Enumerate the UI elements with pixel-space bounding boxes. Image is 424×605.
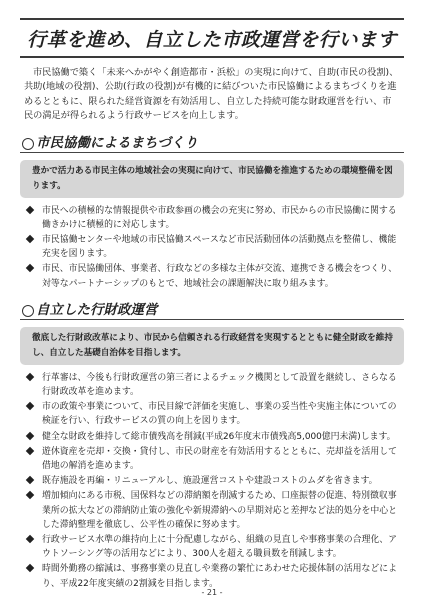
circle-icon xyxy=(22,305,34,317)
page-number: - 21 - xyxy=(201,588,223,597)
section-heading-independent-administration xyxy=(20,301,404,320)
section-title: 自立した行財政運営 xyxy=(36,301,158,318)
list-item xyxy=(26,474,402,488)
diamond-bullet-icon xyxy=(26,235,34,243)
list-item-text: 健全な財政を維持して総市債残高を削減(平成26年度末市債残高5,000億円未満)します。 xyxy=(42,431,396,442)
section-title: 市民協働によるまちづくり xyxy=(36,134,198,151)
list-item-text: 市民協働センターや地域の市民協働スペースなど市民活動団体の活動拠点を整備し、機能充実を図ります。 xyxy=(42,235,397,260)
list-item xyxy=(26,562,402,590)
circle-icon xyxy=(22,138,34,150)
list-item xyxy=(26,445,402,473)
list-item xyxy=(26,204,402,232)
page-title: 行革を進め、自立した市政運営を行います xyxy=(27,28,397,51)
list-item xyxy=(26,430,402,444)
title-banner xyxy=(20,18,404,58)
diamond-bullet-icon xyxy=(26,264,34,272)
diamond-bullet-icon xyxy=(26,535,34,543)
section-summary-box: 豊かで活力ある市民主体の地域社会の実現に向けて、市民協働を推進するための環境整備を図ります。 xyxy=(20,160,404,198)
list-item-text: 市民への積極的な情報提供や市政参画の機会の充実に努め、市民からの市民協働に関する働きかけに積極的に対応します。 xyxy=(42,205,397,230)
intro-paragraph: 市民協働で築く「未来へかがやく創造都市・浜松」の実現に向けて、自助(市民の役割)、共助(地域の役割)、公助(行政の役割)が有機的に結びついた市民協働によるまちづくりを進めるとともに、限られた経営資源を有効活用し、自立した持続可能な財政運営を行い、市民の満足が得られるよう行政サービスを向上します。 xyxy=(24,67,399,122)
bullet-list xyxy=(26,371,402,591)
diamond-bullet-icon xyxy=(26,447,34,455)
list-item-text: 時間外勤務の縮減は、事務事業の見直しや業務の繁忙にあわせた応援体制の活用などにより、平成22年度実績の2割減を目指します。 xyxy=(42,564,397,589)
list-item-text: 行革審は、今後も行財政運営の第三者によるチェック機関として設置を継続し、さらなる行財政改革を進めます。 xyxy=(42,372,397,398)
list-item-text: 遊休資産を売却・交換・貸付し、市民の財産を有効活用するとともに、売却益を活用して借地の解消を進めます。 xyxy=(42,446,397,472)
list-item-text: 市民、市民協働団体、事業者、行政などの多様な主体が交流、連携できる機会をつくり、対等なパートナーシップのもとで、地域社会の課題解決に取り組みます。 xyxy=(42,264,397,289)
list-item-text: 既存施設を再編・リニューアルし、施設運営コストや建設コストのムダを省きます。 xyxy=(42,476,378,487)
diamond-bullet-icon xyxy=(26,373,34,381)
diamond-bullet-icon xyxy=(26,431,34,439)
list-item xyxy=(26,371,402,399)
list-item-text: 増加傾向にある市税、国保料などの滞納額を削減するため、口座振替の促進、特別徴収事業所の拡大などの滞納防止策の強化や新規滞納への早期対応と差押など法的処分を中心とした滞納整理を徹底し、公平性の確保に努めます。 xyxy=(42,491,397,530)
list-item xyxy=(26,262,402,290)
list-item xyxy=(26,233,402,261)
diamond-bullet-icon xyxy=(26,402,34,410)
diamond-bullet-icon xyxy=(26,491,34,499)
list-item xyxy=(26,533,402,561)
list-item xyxy=(26,400,402,428)
section-summary-box: 徹底した行財政改革により、市民から信頼される行政経営を実現するとともに健全財政を維持し、自立した基礎自治体を目指します。 xyxy=(20,327,404,365)
diamond-bullet-icon xyxy=(26,476,34,484)
diamond-bullet-icon xyxy=(26,564,34,572)
bullet-list xyxy=(26,204,402,291)
list-item xyxy=(26,489,402,532)
list-item-text: 行政サービス水準の維持向上に十分配慮しながら、組織の見直しや事務事業の合理化、アウトソーシング等の活用などにより、300人を超える職員数を削減します。 xyxy=(42,535,397,560)
list-item-text: 市の政策や事業について、市民目線で評価を実施し、事業の妥当性や実施主体についての検証を行い、行政サービスの質の向上を図ります。 xyxy=(42,402,397,427)
section-heading-civic-collaboration xyxy=(20,134,404,153)
diamond-bullet-icon xyxy=(26,205,34,213)
